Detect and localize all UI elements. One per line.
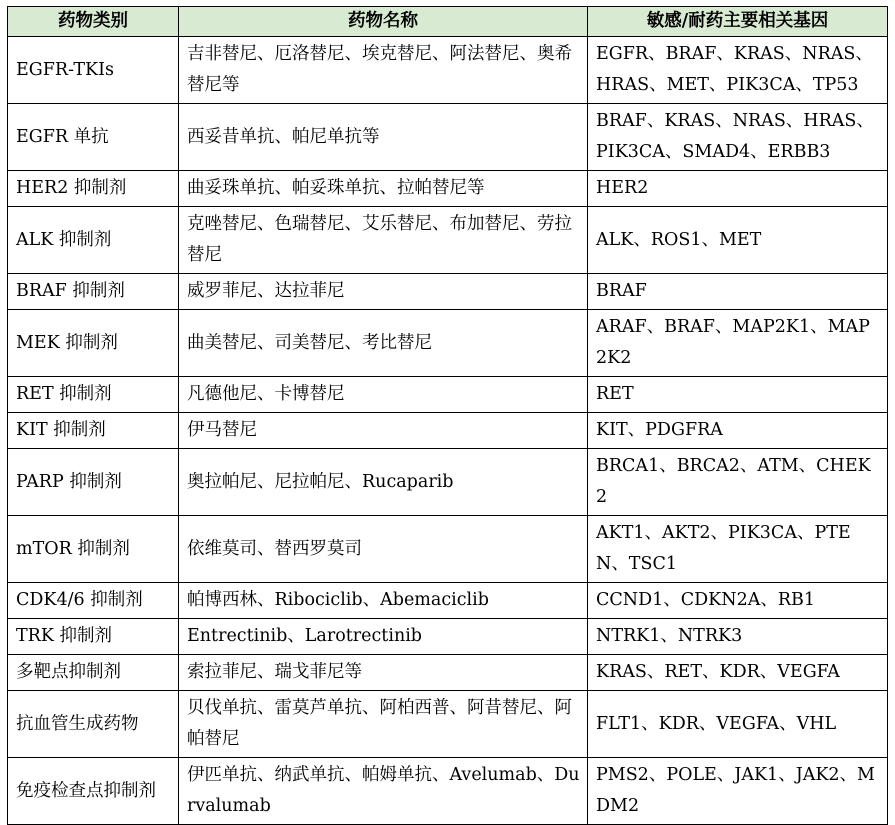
header-drug-name: 药物名称 bbox=[179, 7, 588, 37]
drug-name-cell: 伊匹单抗、纳武单抗、帕姆单抗、Avelumab、Durvalumab bbox=[179, 758, 588, 825]
drug-category-cell: ALK 抑制剂 bbox=[8, 207, 179, 274]
table-row bbox=[8, 274, 888, 310]
drug-category-cell: HER2 抑制剂 bbox=[8, 171, 179, 207]
table-row bbox=[8, 377, 888, 413]
drug-category-cell: 多靶点抑制剂 bbox=[8, 655, 179, 691]
drug-category-cell: BRAF 抑制剂 bbox=[8, 274, 179, 310]
table-row bbox=[8, 449, 888, 516]
drug-name-cell: 奥拉帕尼、尼拉帕尼、Rucaparib bbox=[179, 449, 588, 516]
drug-name-cell: 克唑替尼、色瑞替尼、艾乐替尼、布加替尼、劳拉替尼 bbox=[179, 207, 588, 274]
table-row bbox=[8, 516, 888, 583]
drug-category-cell: EGFR-TKIs bbox=[8, 37, 179, 104]
table-row bbox=[8, 758, 888, 825]
gene-cell: EGFR、BRAF、KRAS、NRAS、HRAS、MET、PIK3CA、TP53 bbox=[588, 37, 888, 104]
drug-name-cell: 凡德他尼、卡博替尼 bbox=[179, 377, 588, 413]
drug-category-cell: mTOR 抑制剂 bbox=[8, 516, 179, 583]
drug-name-cell: 曲妥珠单抗、帕妥珠单抗、拉帕替尼等 bbox=[179, 171, 588, 207]
header-drug-category: 药物类别 bbox=[8, 7, 179, 37]
gene-cell: BRAF、KRAS、NRAS、HRAS、PIK3CA、SMAD4、ERBB3 bbox=[588, 104, 888, 171]
gene-cell: BRCA1、BRCA2、ATM、CHEK2 bbox=[588, 449, 888, 516]
gene-cell: ARAF、BRAF、MAP2K1、MAP2K2 bbox=[588, 310, 888, 377]
table-row bbox=[8, 583, 888, 619]
table-row bbox=[8, 104, 888, 171]
drug-category-cell: CDK4/6 抑制剂 bbox=[8, 583, 179, 619]
header-related-genes: 敏感/耐药主要相关基因 bbox=[588, 7, 888, 37]
drug-name-cell: 曲美替尼、司美替尼、考比替尼 bbox=[179, 310, 588, 377]
table-row bbox=[8, 619, 888, 655]
drug-name-cell: 索拉菲尼、瑞戈菲尼等 bbox=[179, 655, 588, 691]
table-row bbox=[8, 310, 888, 377]
gene-cell: KRAS、RET、KDR、VEGFA bbox=[588, 655, 888, 691]
drug-category-cell: TRK 抑制剂 bbox=[8, 619, 179, 655]
table-row bbox=[8, 207, 888, 274]
gene-cell: BRAF bbox=[588, 274, 888, 310]
table-header-row bbox=[8, 7, 888, 37]
table-row bbox=[8, 171, 888, 207]
drug-category-cell: MEK 抑制剂 bbox=[8, 310, 179, 377]
drug-name-cell: 西妥昔单抗、帕尼单抗等 bbox=[179, 104, 588, 171]
table-row bbox=[8, 37, 888, 104]
table-row bbox=[8, 691, 888, 758]
drug-name-cell: 贝伐单抗、雷莫芦单抗、阿柏西普、阿昔替尼、阿帕替尼 bbox=[179, 691, 588, 758]
gene-cell: CCND1、CDKN2A、RB1 bbox=[588, 583, 888, 619]
drug-category-cell: 免疫检查点抑制剂 bbox=[8, 758, 179, 825]
drug-name-cell: 威罗菲尼、达拉菲尼 bbox=[179, 274, 588, 310]
gene-cell: RET bbox=[588, 377, 888, 413]
drug-name-cell: 伊马替尼 bbox=[179, 413, 588, 449]
drug-category-cell: KIT 抑制剂 bbox=[8, 413, 179, 449]
gene-cell: PMS2、POLE、JAK1、JAK2、MDM2 bbox=[588, 758, 888, 825]
table-row bbox=[8, 655, 888, 691]
drug-name-cell: 依维莫司、替西罗莫司 bbox=[179, 516, 588, 583]
gene-cell: HER2 bbox=[588, 171, 888, 207]
drug-name-cell: 吉非替尼、厄洛替尼、埃克替尼、阿法替尼、奥希替尼等 bbox=[179, 37, 588, 104]
gene-cell: NTRK1、NTRK3 bbox=[588, 619, 888, 655]
drug-name-cell: 帕博西林、Ribociclib、Abemaciclib bbox=[179, 583, 588, 619]
drug-gene-table-container bbox=[7, 6, 888, 825]
gene-cell: KIT、PDGFRA bbox=[588, 413, 888, 449]
drug-name-cell: Entrectinib、Larotrectinib bbox=[179, 619, 588, 655]
drug-category-cell: RET 抑制剂 bbox=[8, 377, 179, 413]
drug-category-cell: EGFR 单抗 bbox=[8, 104, 179, 171]
drug-category-cell: 抗血管生成药物 bbox=[8, 691, 179, 758]
table-row bbox=[8, 413, 888, 449]
drug-category-cell: PARP 抑制剂 bbox=[8, 449, 179, 516]
gene-cell: ALK、ROS1、MET bbox=[588, 207, 888, 274]
gene-cell: AKT1、AKT2、PIK3CA、PTEN、TSC1 bbox=[588, 516, 888, 583]
drug-gene-table bbox=[7, 6, 888, 825]
gene-cell: FLT1、KDR、VEGFA、VHL bbox=[588, 691, 888, 758]
